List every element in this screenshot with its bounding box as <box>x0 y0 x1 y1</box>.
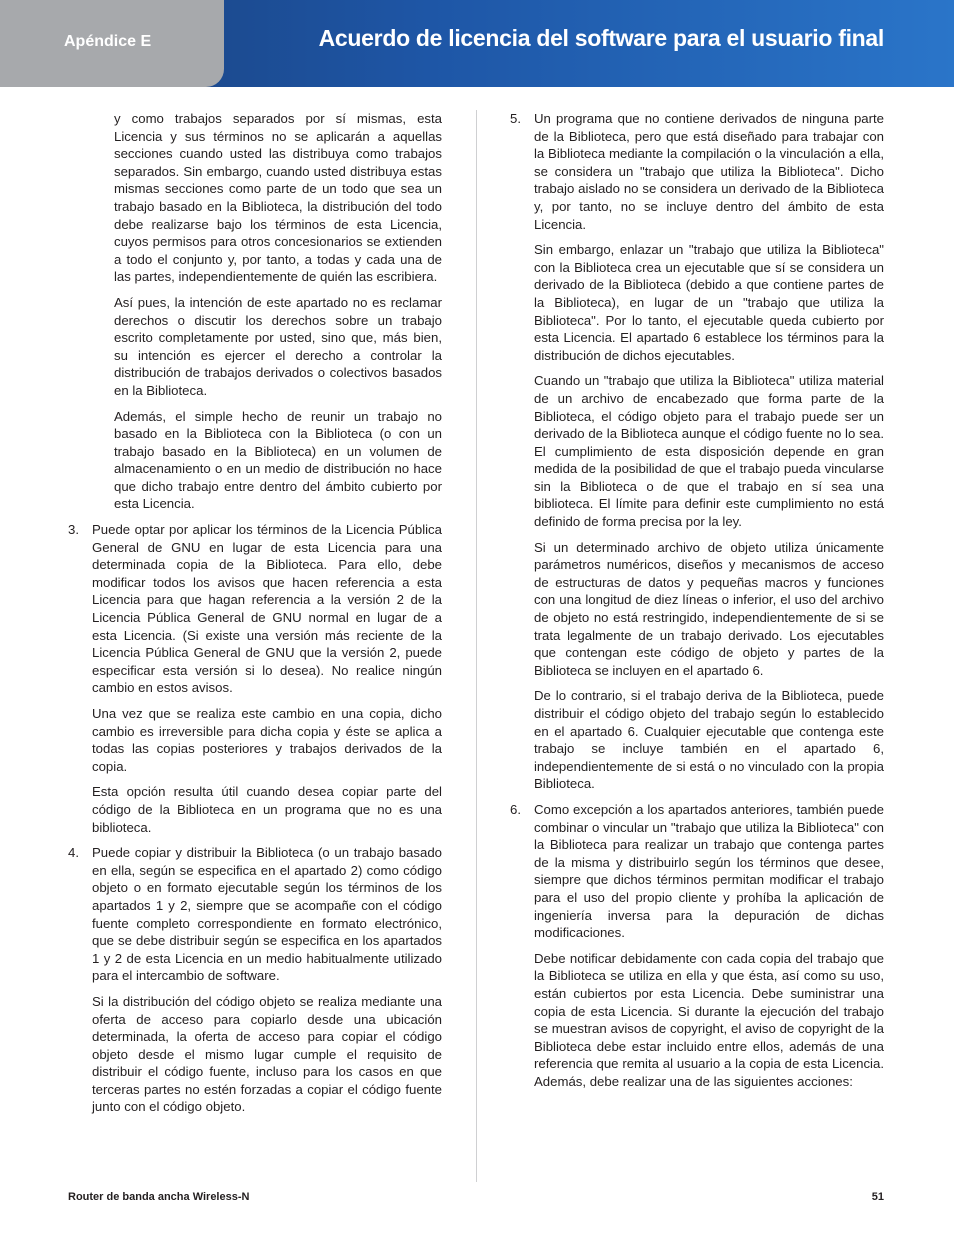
column-divider <box>476 110 477 1182</box>
header-bar <box>0 0 954 87</box>
paragraph: Debe notificar debidamente con cada copia del trabajo que la Biblioteca se utiliza en ella y que ésta, así como su uso, están cubiertos por esta Licencia. Debe suministrar una copia de esta Licencia. Si durante la ejecución del trabajo se muestran avisos de copyright, el aviso de copyright de la Biblioteca debe estar incluido entre ellos, además de una referencia que remita al usuario a la copia de esta Licencia. Además, debe realizar una de las siguientes acciones: <box>534 950 884 1089</box>
paragraph: Como excepción a los apartados anteriores, también puede combinar o vincular un "trabajo que utiliza la Biblioteca" con la Biblioteca para realizar un trabajo que contenga partes de la misma y distribuirlo según los términos que desee, siempre que dichos términos permitan modificar el trabajo para el uso del propio cliente y prohíba la aplicación de ingeniería inversa para la depuración de dichas modificaciones. <box>534 801 884 941</box>
list-item-number: 3. <box>68 522 79 538</box>
list-item-3 <box>68 521 442 836</box>
section-tab <box>0 0 224 87</box>
section-label: Apéndice E <box>64 33 152 50</box>
paragraph: Además, el simple hecho de reunir un trabajo no basado en la Biblioteca con la Biblioteca (o con un trabajo basado en la Biblioteca) en un volumen de almacenamiento o en un medio de distribución no hace que dicho trabajo entre dentro del ámbito cubierto por esta Licencia. <box>114 408 442 512</box>
list-item-number: 5. <box>510 111 521 126</box>
paragraph: Cuando un "trabajo que utiliza la Biblioteca" utiliza material de un archivo de encabezado que forma parte de la Biblioteca, el código objeto para el trabajo puede ser un derivado de la Biblioteca aunque el código fuente no lo sea. El cumplimiento de esta disposición depende en gran medida de la posibilidad de que el trabajo pueda vincularse sin la Biblioteca o de que el trabajo en sí sea una biblioteca. El límite para definir este cumplimiento no está definido de forma precisa por la ley. <box>534 373 884 530</box>
paragraph: Sin embargo, enlazar un "trabajo que utiliza la Biblioteca" con la Biblioteca crea un ejecutable que sí se considera un derivado de la Biblioteca (debido a que contiene partes de la Biblioteca), en lugar de un "trabajo que utiliza la Biblioteca". Por lo tanto, el ejecutable queda cubierto por esta Licencia. El apartado 6 establece los términos para la distribución de dichos ejecutables. <box>534 242 884 363</box>
page-title: Acuerdo de licencia del software para el usuario final <box>318 25 884 51</box>
continued-section <box>68 110 442 513</box>
footer-page-number: 51 <box>871 1191 884 1203</box>
paragraph: Puede copiar y distribuir la Biblioteca (o un trabajo basado en ella, según se especifica en el apartado 2) como código objeto o en formato ejecutable según los términos de los apartados 1 y 2, siempre que se acompañe con el código fuente completo correspondiente en formato electrónico, que se debe distribuir según se especifica en los apartados 1 y 2 de esta Licencia en un medio habitualmente utilizado para el intercambio de software. <box>92 845 442 984</box>
paragraph: Esta opción resulta útil cuando desea copiar parte del código de la Biblioteca en un programa que no es una biblioteca. <box>92 784 442 835</box>
list-item-6 <box>510 801 884 1091</box>
list-item-number: 6. <box>510 801 521 817</box>
list-item-number: 4. <box>68 845 79 861</box>
paragraph: y como trabajos separados por sí mismas, esta Licencia y sus términos no se aplicarán a aquellas secciones cuando usted las distribuya como trabajos separados. Sin embargo, cuando usted distribuya estas mismas secciones como parte de un todo que sea un trabajo basado en la Biblioteca, la distribución del todo debe realizarse bajo los términos de esta Licencia, cuyos permisos para otros concesionarios se extienden a todo el conjunto y, por tanto, a todas y cada una de las partes, independientemente de quién las escribiera. <box>114 111 442 285</box>
list-item-4 <box>68 844 442 1116</box>
list-item-5 <box>510 110 884 793</box>
paragraph: Si la distribución del código objeto se realiza mediante una oferta de acceso para copiarlo desde una ubicación determinada, la oferta de acceso para copiar el código objeto desde el mismo lugar cumple el requisito de distribuir el código fuente, incluso para los casos en que terceras partes no estén forzadas a copiar el código fuente junto con el código objeto. <box>92 993 442 1115</box>
paragraph: Si un determinado archivo de objeto utiliza únicamente parámetros numéricos, diseños y mecanismos de acceso de estructuras de datos y pequeñas macros y funciones con una longitud de diez líneas o inferior, el uso del archivo de objeto no está restringido, independientemente de si se trata legalmente de un trabajo derivado. Los ejecutables que contengan este código de objeto y partes de la Biblioteca se incluyen en el apartado 6. <box>534 539 884 678</box>
paragraph: De lo contrario, si el trabajo deriva de la Biblioteca, puede distribuir el código objeto del trabajo según lo establecido en el apartado 6. Cualquier ejecutable que contenga este trabajo se incluye también en el apartado 6, independientemente de si está o no vinculado con la propia Biblioteca. <box>534 688 884 792</box>
footer-product-name: Router de banda ancha Wireless-N <box>68 1191 250 1203</box>
paragraph: Puede optar por aplicar los términos de la Licencia Pública General de GNU en lugar de esta Licencia para una determinada copia de la Biblioteca. Para ello, debe modificar todos los avisos que hacen referencia a esta Licencia para que hagan referencia a la versión 2 de la Licencia Pública General de GNU normal en lugar de a esta Licencia. (Si existe una versión más reciente de la Licencia Pública General de GNU que la versión 2, puede especificar esta versión si lo desea). No realice ningún cambio en estos avisos. <box>92 522 442 696</box>
paragraph: Un programa que no contiene derivados de ninguna parte de la Biblioteca, pero que está diseñado para trabajar con la Biblioteca mediante la compilación o la vinculación a ella, se considera un "trabajo que utiliza la Biblioteca". Dicho trabajo aislado no se considera un derivado de la Biblioteca y, por tanto, no se incluye dentro del ámbito de esta Licencia. <box>534 111 884 232</box>
paragraph: Así pues, la intención de este apartado no es reclamar derechos o discutir los derechos sobre un trabajo escrito completamente por usted, sino que, más bien, su intención es ejercer el derecho a controlar la distribución de trabajos derivados o colectivos basados en la Biblioteca. <box>114 294 442 398</box>
right-column <box>510 110 884 1098</box>
paragraph: Una vez que se realiza este cambio en una copia, dicho cambio es irreversible para dicha copia y éste se aplica a todas las copias posteriores y trabajos derivados de la copia. <box>92 706 442 774</box>
left-column <box>68 110 442 1124</box>
